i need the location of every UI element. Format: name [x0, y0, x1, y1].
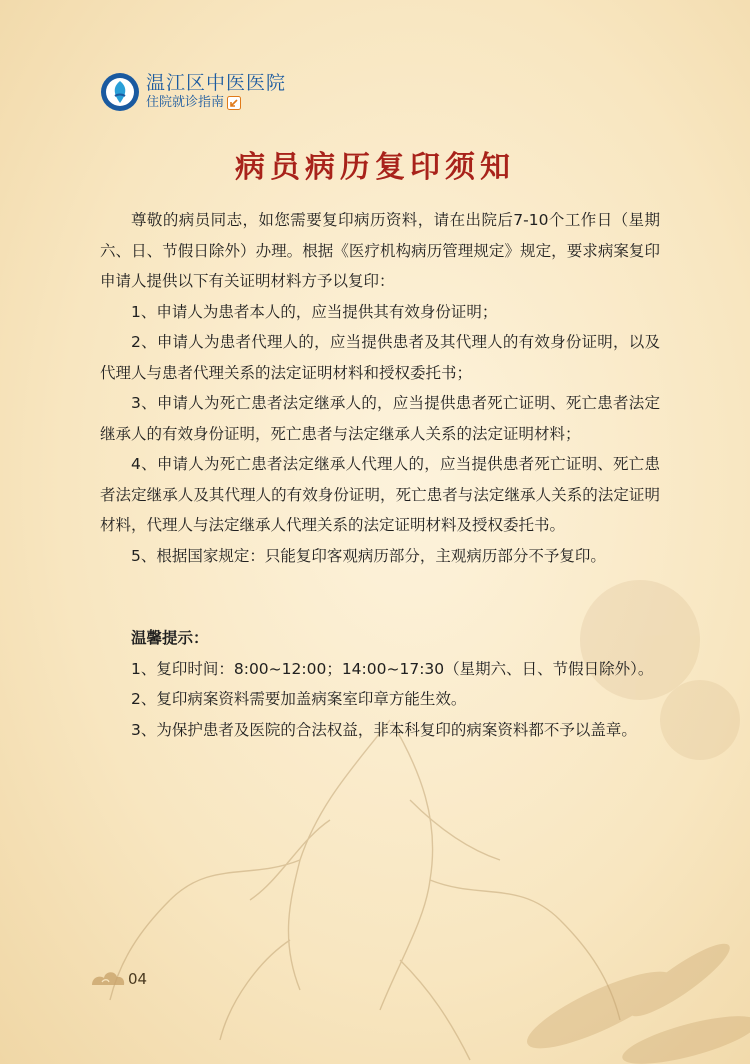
hospital-logo-icon: [100, 72, 140, 112]
list-item: 1、申请人为患者本人的，应当提供其有效身份证明；: [131, 302, 498, 321]
notice-content: [100, 205, 660, 745]
tip-item: 1、复印时间：8:00~12:00；14:00~17:30（星期六、日、节假日除外）。: [131, 659, 654, 678]
list-item: 3、申请人为死亡患者法定继承人的，应当提供患者死亡证明、死亡患者法定继承人的有效身份证明，死亡患者与法定继承人关系的法定证明材料；: [100, 394, 660, 443]
page-title: 病员病历复印须知: [235, 150, 515, 185]
page-footer: [90, 965, 147, 987]
cloud-icon: [90, 965, 126, 987]
arrow-badge-icon: [227, 96, 241, 110]
tip-item: 3、为保护患者及医院的合法权益，非本科复印的病案资料都不予以盖章。: [131, 720, 637, 739]
tips-title: 温馨提示：: [131, 629, 209, 647]
intro-paragraph: 尊敬的病员同志，如您需要复印病历资料，请在出院后7-10个工作日（星期六、日、节假日除外）办理。根据《医疗机构病历管理规定》规定，要求病案复印申请人提供以下有关证明材料方予以复印：: [100, 211, 660, 290]
list-item: 2、申请人为患者代理人的，应当提供患者及其代理人的有效身份证明，以及代理人与患者代理关系的法定证明材料和授权委托书；: [100, 333, 660, 382]
tip-item: 2、复印病案资料需要加盖病案室印章方能生效。: [131, 690, 467, 708]
list-item: 4、申请人为死亡患者法定继承人代理人的，应当提供患者死亡证明、死亡患者法定继承人及其代理人的有效身份证明，死亡患者与法定继承人关系的法定证明材料，代理人与法定继承人代理关系的法定证明材料及授权委托书。: [100, 455, 660, 534]
hospital-name: 温江区中医医院: [146, 72, 287, 94]
guide-label: 住院就诊指南: [146, 95, 225, 110]
hospital-header: [100, 72, 286, 112]
list-item: 5、根据国家规定：只能复印客观病历部分，主观病历部分不予复印。: [131, 546, 606, 565]
page-number: 04: [128, 970, 148, 988]
